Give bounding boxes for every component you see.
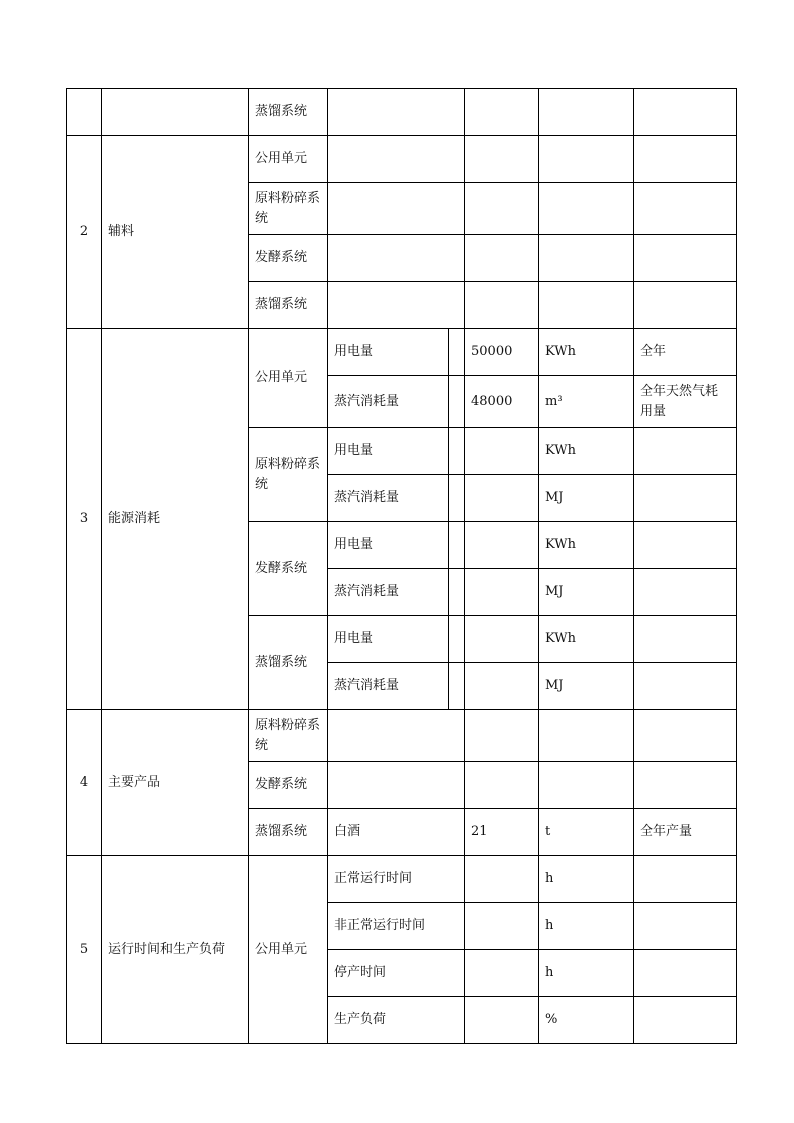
row-number: 5 xyxy=(67,856,102,1044)
table-row xyxy=(67,89,737,136)
category-cell: 能源消耗 xyxy=(102,329,249,710)
system-cell: 原料粉碎系统 xyxy=(249,183,328,235)
value-cell: 50000 xyxy=(465,329,539,376)
item-cell: 用电量 xyxy=(328,428,449,475)
unit-cell: KWh xyxy=(539,329,634,376)
item-cell: 非正常运行时间 xyxy=(328,903,465,950)
unit-cell: MJ xyxy=(539,663,634,710)
data-table xyxy=(66,88,737,1044)
table-row xyxy=(67,856,737,903)
unit-cell: KWh xyxy=(539,428,634,475)
note-cell: 全年 xyxy=(634,329,737,376)
unit-cell: h xyxy=(539,856,634,903)
table-row xyxy=(67,329,737,376)
system-cell: 蒸馏系统 xyxy=(249,89,328,136)
category-cell: 主要产品 xyxy=(102,710,249,856)
item-cell: 白酒 xyxy=(328,809,465,856)
system-cell: 公用单元 xyxy=(249,136,328,183)
item-cell: 用电量 xyxy=(328,522,449,569)
item-cell: 蒸汽消耗量 xyxy=(328,376,449,428)
value-cell: 48000 xyxy=(465,376,539,428)
unit-cell: MJ xyxy=(539,569,634,616)
table-row xyxy=(67,136,737,183)
unit-cell: m³ xyxy=(539,376,634,428)
item-cell: 停产时间 xyxy=(328,950,465,997)
system-cell: 公用单元 xyxy=(249,329,328,428)
category-cell: 运行时间和生产负荷 xyxy=(102,856,249,1044)
table-row xyxy=(67,710,737,762)
system-cell: 发酵系统 xyxy=(249,762,328,809)
system-cell: 蒸馏系统 xyxy=(249,616,328,710)
unit-cell: MJ xyxy=(539,475,634,522)
row-number: 4 xyxy=(67,710,102,856)
item-cell: 用电量 xyxy=(328,329,449,376)
system-cell: 发酵系统 xyxy=(249,522,328,616)
row-number: 2 xyxy=(67,136,102,329)
unit-cell: t xyxy=(539,809,634,856)
item-cell: 生产负荷 xyxy=(328,997,465,1044)
note-cell: 全年产量 xyxy=(634,809,737,856)
unit-cell: KWh xyxy=(539,616,634,663)
note-cell: 全年天然气耗用量 xyxy=(634,376,737,428)
item-cell: 蒸汽消耗量 xyxy=(328,475,449,522)
item-cell: 蒸汽消耗量 xyxy=(328,663,449,710)
system-cell: 原料粉碎系统 xyxy=(249,710,328,762)
system-cell: 蒸馏系统 xyxy=(249,809,328,856)
item-cell: 正常运行时间 xyxy=(328,856,465,903)
item-cell: 蒸汽消耗量 xyxy=(328,569,449,616)
item-cell: 用电量 xyxy=(328,616,449,663)
row-number: 3 xyxy=(67,329,102,710)
system-cell: 发酵系统 xyxy=(249,235,328,282)
unit-cell: KWh xyxy=(539,522,634,569)
unit-cell: h xyxy=(539,903,634,950)
system-cell: 公用单元 xyxy=(249,856,328,1044)
unit-cell: h xyxy=(539,950,634,997)
value-cell: 21 xyxy=(465,809,539,856)
unit-cell: % xyxy=(539,997,634,1044)
system-cell: 蒸馏系统 xyxy=(249,282,328,329)
system-cell: 原料粉碎系统 xyxy=(249,428,328,522)
category-cell: 辅料 xyxy=(102,136,249,329)
